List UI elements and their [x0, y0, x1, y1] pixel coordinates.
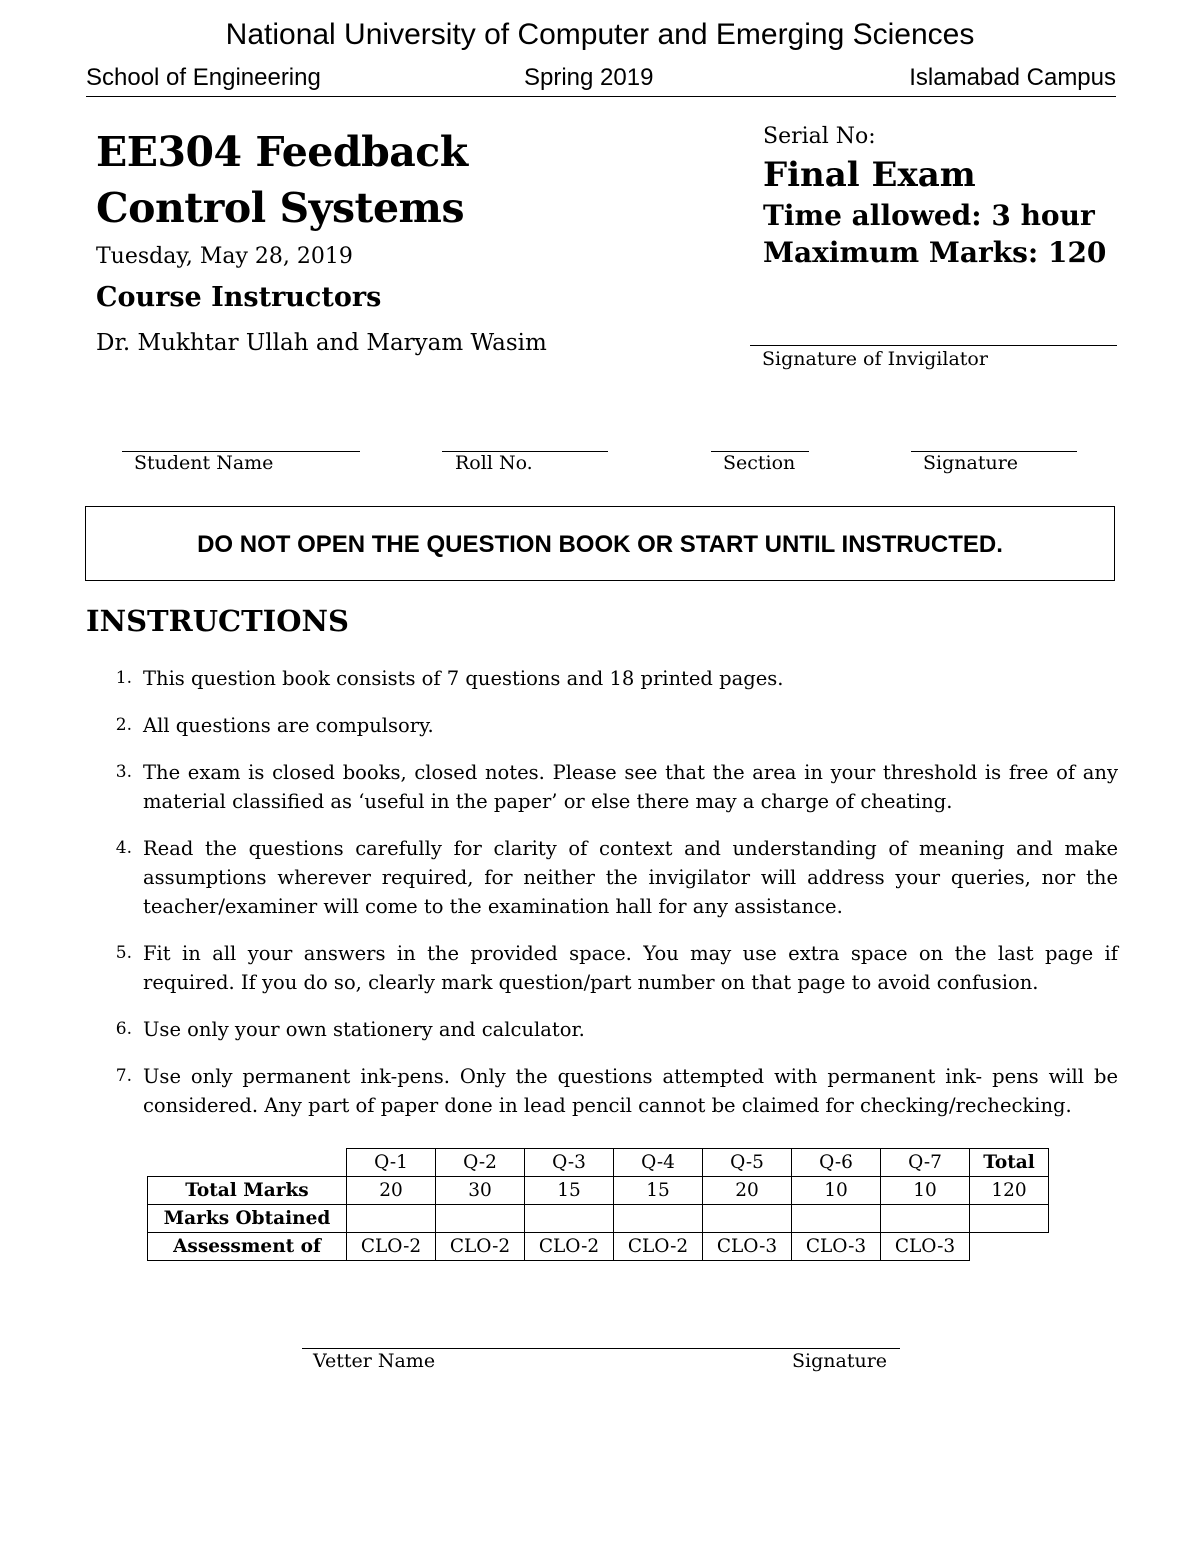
table-header-row: [148, 1149, 1049, 1177]
vetter-signature-label: Signature: [792, 1350, 888, 1372]
column-header: Q-1: [347, 1149, 436, 1177]
column-header: Q-2: [436, 1149, 525, 1177]
instructors: Dr. Mukhtar Ullah and Maryam Wasim: [96, 330, 547, 356]
table-cell: 30: [436, 1177, 525, 1205]
instruction-item: [110, 1015, 1118, 1044]
column-header: Q-3: [525, 1149, 614, 1177]
time-allowed: Time allowed: 3 hour: [763, 199, 1095, 232]
marks-obtained-total-cell[interactable]: [970, 1205, 1049, 1233]
serial-label: Serial No:: [763, 124, 876, 149]
column-header: Q-4: [614, 1149, 703, 1177]
marks-obtained-cell[interactable]: [436, 1205, 525, 1233]
instruction-number: 4.: [115, 838, 132, 858]
instruction-text: The exam is closed books, closed notes. Please see that the area in your threshold is free of any material classified as ‘useful in the paper’ or else there may a charge of cheating.: [143, 761, 1118, 813]
row-label: Marks Obtained: [148, 1205, 347, 1233]
maximum-marks: Maximum Marks: 120: [763, 236, 1107, 269]
table-cell: CLO-2: [436, 1233, 525, 1261]
marks-obtained-cell[interactable]: [792, 1205, 881, 1233]
instruction-text: Use only permanent ink-pens. Only the questions attempted with permanent ink- pens will be considered. Any part of paper done in lead pencil cannot be claimed for checking/rechecking.: [143, 1065, 1118, 1117]
instruction-number: 7.: [115, 1066, 132, 1086]
vetter-name-label: Vetter Name: [313, 1350, 436, 1372]
marks-obtained-cell[interactable]: [614, 1205, 703, 1233]
table-cell: 15: [614, 1177, 703, 1205]
instruction-item: [110, 834, 1118, 921]
warning-text: DO NOT OPEN THE QUESTION BOOK OR START UNTIL INSTRUCTED.: [197, 531, 1003, 558]
column-header: Q-6: [792, 1149, 881, 1177]
table-cell: CLO-3: [703, 1233, 792, 1261]
instructors-heading: Course Instructors: [96, 282, 382, 313]
section-label: Section: [723, 452, 796, 474]
instruction-number: 2.: [115, 715, 132, 735]
school-name: School of Engineering: [86, 64, 321, 91]
subheader: [86, 64, 1116, 97]
table-empty-cell: [970, 1233, 1049, 1261]
row-label: Assessment of: [148, 1233, 347, 1261]
table-cell: CLO-3: [792, 1233, 881, 1261]
term: Spring 2019: [524, 64, 654, 91]
roll-no-label: Roll No.: [455, 452, 533, 474]
table-cell: 20: [703, 1177, 792, 1205]
instruction-number: 5.: [115, 943, 132, 963]
marks-obtained-cell[interactable]: [347, 1205, 436, 1233]
vetter-signature-line: [302, 1348, 900, 1349]
student-name-label: Student Name: [134, 452, 274, 474]
table-cell: 15: [525, 1177, 614, 1205]
table-row: [148, 1205, 1049, 1233]
marks-obtained-cell[interactable]: [703, 1205, 792, 1233]
instructions-list: [110, 664, 1118, 1138]
table-cell: CLO-2: [347, 1233, 436, 1261]
table-row: [148, 1233, 1049, 1261]
invigilator-signature-label: Signature of Invigilator: [762, 348, 988, 370]
row-label: Total Marks: [148, 1177, 347, 1205]
table-cell: CLO-2: [525, 1233, 614, 1261]
instruction-item: [110, 758, 1118, 816]
table-corner: [148, 1149, 347, 1177]
instruction-number: 3.: [115, 762, 132, 782]
instructions-heading: INSTRUCTIONS: [86, 604, 349, 638]
instruction-item: [110, 1062, 1118, 1120]
marks-obtained-cell[interactable]: [881, 1205, 970, 1233]
column-header: Q-7: [881, 1149, 970, 1177]
instruction-item: [110, 664, 1118, 693]
column-header-total: Total: [970, 1149, 1049, 1177]
column-header: Q-5: [703, 1149, 792, 1177]
table-cell: 10: [792, 1177, 881, 1205]
instruction-number: 6.: [115, 1019, 132, 1039]
instruction-item: [110, 711, 1118, 740]
exam-date: Tuesday, May 28, 2019: [96, 244, 353, 269]
instruction-text: Read the questions carefully for clarity of context and understanding of meaning and make assumptions wherever required, for neither the invigilator will address your queries, nor the teacher/examiner will come to the examination hall for any assistance.: [143, 837, 1118, 918]
table-row: [148, 1177, 1049, 1205]
table-cell: 10: [881, 1177, 970, 1205]
campus: Islamabad Campus: [909, 64, 1116, 91]
instruction-number: 1.: [115, 668, 132, 688]
student-signature-label: Signature: [923, 452, 1019, 474]
invigilator-signature-line: [750, 345, 1117, 346]
university-name: National University of Computer and Emerging Sciences: [225, 18, 975, 51]
exam-type: Final Exam: [763, 155, 976, 195]
table-cell: CLO-3: [881, 1233, 970, 1261]
course-title: EE304 Feedback Control Systems: [96, 128, 468, 232]
instruction-text: This question book consists of 7 questions and 18 printed pages.: [143, 667, 784, 690]
table-cell-total: 120: [970, 1177, 1049, 1205]
marks-table: [147, 1148, 1049, 1261]
marks-obtained-cell[interactable]: [525, 1205, 614, 1233]
table-cell: 20: [347, 1177, 436, 1205]
table-cell: CLO-2: [614, 1233, 703, 1261]
instruction-item: [110, 939, 1118, 997]
instruction-text: Fit in all your answers in the provided space. You may use extra space on the last page if required. If you do so, clearly mark question/part number on that page to avoid confusion.: [143, 942, 1118, 994]
warning-box: [85, 506, 1115, 581]
instruction-text: Use only your own stationery and calculator.: [143, 1018, 585, 1041]
instruction-text: All questions are compulsory.: [143, 714, 434, 737]
